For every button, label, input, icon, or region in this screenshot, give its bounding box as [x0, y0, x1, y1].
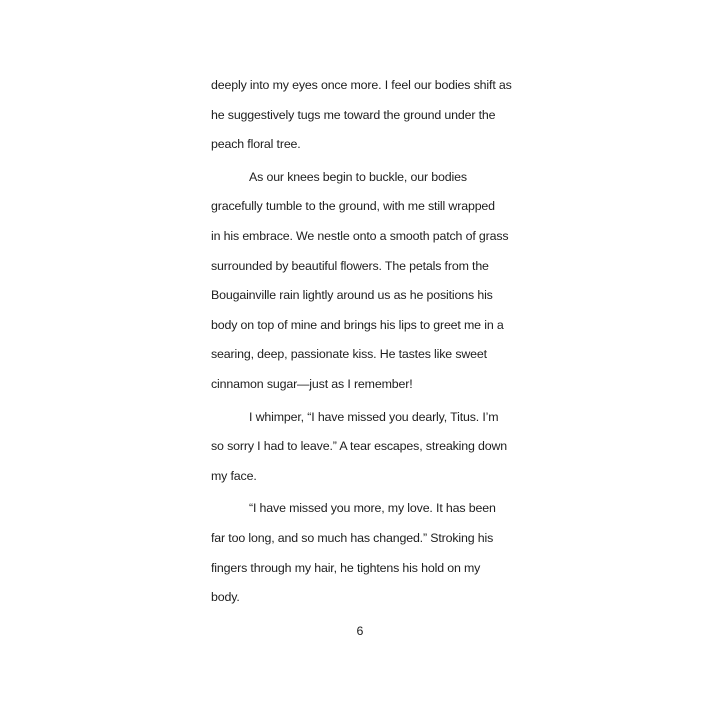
paragraph	[211, 71, 511, 160]
paragraph	[211, 403, 511, 492]
text-line: far too long, and so much has changed.” Stroking his	[211, 530, 494, 545]
text-line: he suggestively tugs me toward the ground under the	[211, 107, 496, 122]
text-line: cinnamon sugar—just as I remember!	[211, 376, 413, 391]
text-line: body on top of mine and brings his lips to greet me in a	[211, 317, 504, 332]
text-line: in his embrace. We nestle onto a smooth patch of grass	[211, 228, 509, 243]
text-line: “I have missed you more, my love. It has been	[249, 501, 496, 516]
text-line: deeply into my eyes once more. I feel our bodies shift as	[211, 78, 512, 92]
text-line: Bougainville rain lightly around us as he positions his	[211, 288, 493, 303]
text-line: searing, deep, passionate kiss. He tastes like sweet	[211, 347, 487, 362]
text-line: peach floral tree.	[211, 137, 301, 152]
text-line: fingers through my hair, he tightens his hold on my	[211, 560, 481, 575]
page-number: 6	[356, 624, 364, 638]
text-line: I whimper, “I have missed you dearly, Titus. I’m	[249, 409, 499, 424]
body-text	[211, 71, 511, 613]
text-line: surrounded by beautiful flowers. The petals from the	[211, 258, 489, 273]
text-line: As our knees begin to buckle, our bodies	[249, 169, 467, 184]
text-line: body.	[211, 590, 240, 605]
paragraph	[211, 163, 511, 400]
text-line: my face.	[211, 468, 257, 483]
text-line: gracefully tumble to the ground, with me still wrapped	[211, 199, 495, 214]
text-line: so sorry I had to leave.” A tear escapes, streaking down	[211, 439, 508, 454]
paragraph	[211, 494, 511, 612]
